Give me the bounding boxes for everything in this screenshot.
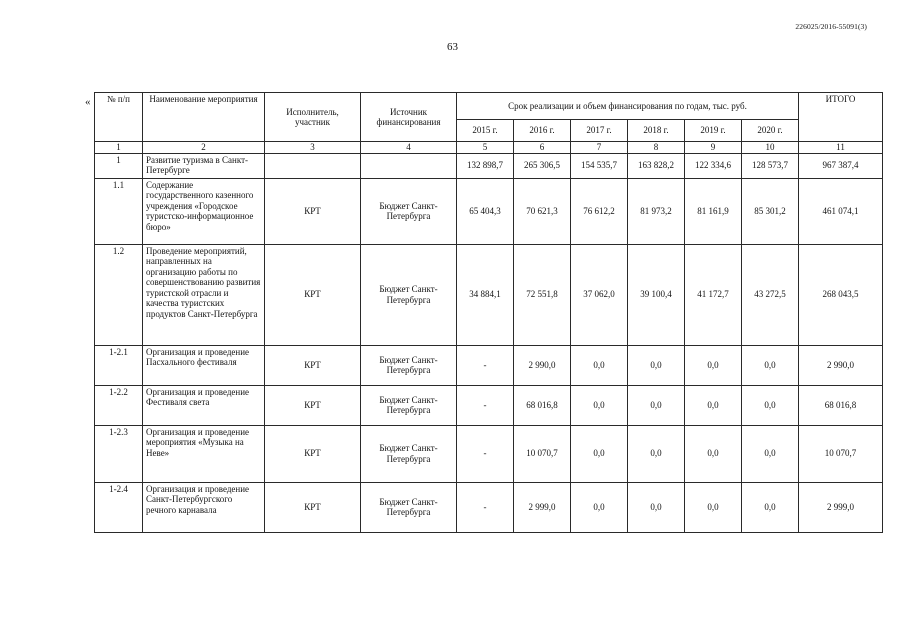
table-row xyxy=(95,385,883,425)
row-number: 1-2.1 xyxy=(95,345,143,385)
row-executor xyxy=(265,153,361,178)
row-total: 10 070,7 xyxy=(799,425,883,482)
header-period: Срок реализации и объем финансирования по годам, тыс. руб. xyxy=(457,93,799,120)
row-value: - xyxy=(457,482,514,532)
opening-quote-mark: « xyxy=(85,96,91,108)
row-value: 76 612,2 xyxy=(571,178,628,244)
row-name: Организация и проведение мероприятия «Музыка на Неве» xyxy=(143,425,265,482)
financing-table xyxy=(94,92,883,533)
row-value: 0,0 xyxy=(628,425,685,482)
row-value: 265 306,5 xyxy=(514,153,571,178)
header-name: Наименование мероприятия xyxy=(143,93,265,142)
row-value: 34 884,1 xyxy=(457,244,514,345)
row-name: Проведение мероприятий, направленных на организацию работы по совершенствованию развития туристской отрасли и качества туристских продуктов Санкт-Петербурга xyxy=(143,244,265,345)
row-value: - xyxy=(457,345,514,385)
row-name: Организация и проведение Санкт-Петербургского речного карнавала xyxy=(143,482,265,532)
row-executor: КРТ xyxy=(265,244,361,345)
row-total: 268 043,5 xyxy=(799,244,883,345)
column-number: 4 xyxy=(361,142,457,154)
row-executor: КРТ xyxy=(265,385,361,425)
header-source: Источник финансирования xyxy=(361,93,457,142)
row-value: 70 621,3 xyxy=(514,178,571,244)
row-value: 0,0 xyxy=(685,345,742,385)
column-number: 1 xyxy=(95,142,143,154)
header-number: № п/п xyxy=(95,93,143,142)
column-number: 7 xyxy=(571,142,628,154)
row-value: 81 973,2 xyxy=(628,178,685,244)
table-row xyxy=(95,425,883,482)
table-row xyxy=(95,178,883,244)
row-number: 1-2.2 xyxy=(95,385,143,425)
column-number: 5 xyxy=(457,142,514,154)
document-id: 226025/2016-55091(3) xyxy=(795,22,867,31)
row-value: 0,0 xyxy=(742,482,799,532)
row-value: 41 172,7 xyxy=(685,244,742,345)
row-source: Бюджет Санкт-Петербурга xyxy=(361,244,457,345)
row-source: Бюджет Санкт-Петербурга xyxy=(361,425,457,482)
row-name: Организация и проведение Фестиваля света xyxy=(143,385,265,425)
row-value: 37 062,0 xyxy=(571,244,628,345)
header-year: 2018 г. xyxy=(628,120,685,142)
column-numbers-row xyxy=(95,142,883,154)
row-value: 10 070,7 xyxy=(514,425,571,482)
column-number: 2 xyxy=(143,142,265,154)
row-value: 0,0 xyxy=(571,482,628,532)
row-value: 0,0 xyxy=(628,482,685,532)
row-value: 68 016,8 xyxy=(514,385,571,425)
row-value: 154 535,7 xyxy=(571,153,628,178)
row-value: 122 334,6 xyxy=(685,153,742,178)
row-source: Бюджет Санкт-Петербурга xyxy=(361,385,457,425)
row-value: 0,0 xyxy=(742,345,799,385)
row-value: 0,0 xyxy=(571,425,628,482)
row-number: 1.2 xyxy=(95,244,143,345)
row-value: 85 301,2 xyxy=(742,178,799,244)
row-value: 39 100,4 xyxy=(628,244,685,345)
column-number: 9 xyxy=(685,142,742,154)
column-number: 3 xyxy=(265,142,361,154)
row-total: 68 016,8 xyxy=(799,385,883,425)
row-value: 2 999,0 xyxy=(514,482,571,532)
row-value: 0,0 xyxy=(571,385,628,425)
row-value: 0,0 xyxy=(628,345,685,385)
row-number: 1.1 xyxy=(95,178,143,244)
header-year: 2020 г. xyxy=(742,120,799,142)
header-year: 2019 г. xyxy=(685,120,742,142)
row-source: Бюджет Санкт-Петербурга xyxy=(361,482,457,532)
row-number: 1-2.4 xyxy=(95,482,143,532)
row-source xyxy=(361,153,457,178)
row-value: 2 990,0 xyxy=(514,345,571,385)
column-number: 11 xyxy=(799,142,883,154)
row-source: Бюджет Санкт-Петербурга xyxy=(361,178,457,244)
row-executor: КРТ xyxy=(265,482,361,532)
page-number: 63 xyxy=(447,41,458,53)
column-number: 10 xyxy=(742,142,799,154)
row-value: 0,0 xyxy=(571,345,628,385)
header-executor: Исполнитель, участник xyxy=(265,93,361,142)
header-total: ИТОГО xyxy=(799,93,883,142)
row-total: 2 999,0 xyxy=(799,482,883,532)
row-executor: КРТ xyxy=(265,425,361,482)
row-total: 461 074,1 xyxy=(799,178,883,244)
row-value: 128 573,7 xyxy=(742,153,799,178)
header-year: 2015 г. xyxy=(457,120,514,142)
row-name: Организация и проведение Пасхального фестиваля xyxy=(143,345,265,385)
row-value: 65 404,3 xyxy=(457,178,514,244)
row-total: 2 990,0 xyxy=(799,345,883,385)
table-row xyxy=(95,482,883,532)
column-number: 8 xyxy=(628,142,685,154)
row-value: 43 272,5 xyxy=(742,244,799,345)
row-executor: КРТ xyxy=(265,178,361,244)
row-value: 81 161,9 xyxy=(685,178,742,244)
row-source: Бюджет Санкт-Петербурга xyxy=(361,345,457,385)
row-number: 1-2.3 xyxy=(95,425,143,482)
column-number: 6 xyxy=(514,142,571,154)
row-value: 0,0 xyxy=(685,385,742,425)
table-row xyxy=(95,244,883,345)
row-number: 1 xyxy=(95,153,143,178)
header-year: 2017 г. xyxy=(571,120,628,142)
row-value: 0,0 xyxy=(628,385,685,425)
table-row xyxy=(95,153,883,178)
row-value: 132 898,7 xyxy=(457,153,514,178)
row-value: 0,0 xyxy=(742,425,799,482)
row-value: 72 551,8 xyxy=(514,244,571,345)
row-value: 0,0 xyxy=(685,425,742,482)
row-value: 0,0 xyxy=(685,482,742,532)
row-name: Развитие туризма в Санкт-Петербурге xyxy=(143,153,265,178)
header-year: 2016 г. xyxy=(514,120,571,142)
row-value: - xyxy=(457,385,514,425)
row-name: Содержание государственного казенного учреждения «Городское туристско-информационное бюро» xyxy=(143,178,265,244)
row-value: 163 828,2 xyxy=(628,153,685,178)
row-executor: КРТ xyxy=(265,345,361,385)
table-row xyxy=(95,345,883,385)
row-value: 0,0 xyxy=(742,385,799,425)
row-value: - xyxy=(457,425,514,482)
row-total: 967 387,4 xyxy=(799,153,883,178)
